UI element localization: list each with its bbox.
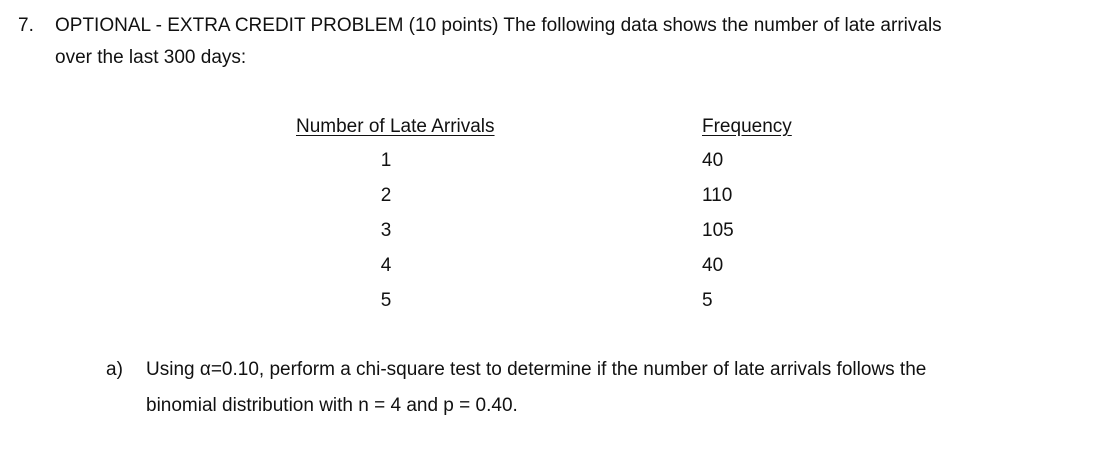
part-a-line-1 xyxy=(106,352,1096,388)
cell-arrivals: 3 xyxy=(380,220,392,241)
cell-arrivals: 1 xyxy=(380,150,392,171)
cell-arrivals: 5 xyxy=(380,290,392,311)
table-row xyxy=(296,290,816,324)
problem-line-2 xyxy=(18,42,1098,74)
table-row xyxy=(296,255,816,289)
header-frequency: Frequency xyxy=(702,116,792,137)
table-row xyxy=(296,185,816,219)
problem-text-line-2: over the last 300 days: xyxy=(55,47,247,68)
part-a-label: a) xyxy=(106,359,123,380)
problem-text-line-1: OPTIONAL - EXTRA CREDIT PROBLEM (10 points) The following data shows the number of late arrivals xyxy=(55,15,942,36)
part-a-text-line-1: Using α=0.10, perform a chi-square test to determine if the number of late arrivals follows the xyxy=(146,359,927,380)
cell-frequency: 40 xyxy=(702,255,724,276)
part-a xyxy=(106,352,1096,424)
cell-frequency: 105 xyxy=(702,220,734,241)
header-number-of-late-arrivals: Number of Late Arrivals xyxy=(296,116,495,137)
table-row xyxy=(296,220,816,254)
cell-frequency: 5 xyxy=(702,290,713,311)
part-a-line-2 xyxy=(106,388,1096,424)
problem-line-1 xyxy=(18,10,1098,42)
table-row xyxy=(296,150,816,184)
cell-frequency: 110 xyxy=(702,185,733,206)
cell-frequency: 40 xyxy=(702,150,724,171)
problem-statement xyxy=(18,10,1098,74)
problem-number: 7. xyxy=(18,15,34,36)
cell-arrivals: 4 xyxy=(380,255,392,276)
cell-arrivals: 2 xyxy=(380,185,392,206)
part-a-text-line-2: binomial distribution with n = 4 and p = 0.40. xyxy=(146,395,518,416)
